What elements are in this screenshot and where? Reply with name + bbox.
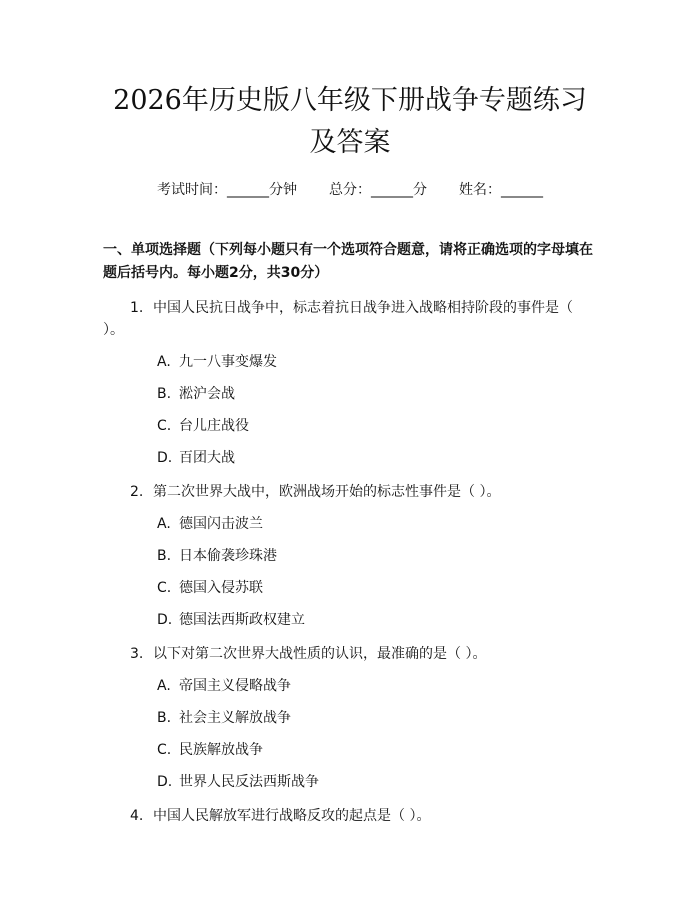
option-text: 世界人民反法西斯战争 xyxy=(179,774,319,790)
exam-meta xyxy=(103,180,597,200)
option-text: 社会主义解放战争 xyxy=(179,710,291,726)
option-text: 九一八事变爆发 xyxy=(179,354,277,370)
question-text: 第二次世界大战中，欧洲战场开始的标志性事件是（ ）。 xyxy=(153,484,501,500)
question-text: 中国人民抗日战争中，标志着抗日战争进入战略相持阶段的事件是（ ）。 xyxy=(103,300,573,338)
option-letter: D. xyxy=(157,612,173,628)
option-letter: A. xyxy=(157,516,171,532)
option-list xyxy=(103,675,597,793)
answer-option xyxy=(103,351,597,373)
question-number: 4. xyxy=(130,808,144,824)
option-letter: B. xyxy=(157,548,172,564)
option-list xyxy=(103,513,597,631)
answer-option xyxy=(103,383,597,405)
question-stem xyxy=(103,297,597,341)
option-letter: C. xyxy=(157,418,172,434)
answer-option xyxy=(103,707,597,729)
question-number: 3. xyxy=(130,646,144,662)
option-letter: D. xyxy=(157,774,173,790)
option-text: 德国法西斯政权建立 xyxy=(179,612,305,628)
option-text: 德国入侵苏联 xyxy=(179,580,263,596)
option-letter: B. xyxy=(157,710,172,726)
question-number: 2. xyxy=(130,484,144,500)
answer-option xyxy=(103,545,597,567)
question-stem xyxy=(103,805,597,827)
question-block xyxy=(103,481,597,631)
option-letter: B. xyxy=(157,386,172,402)
answer-option xyxy=(103,739,597,761)
question-stem xyxy=(103,643,597,665)
question-block xyxy=(103,643,597,793)
option-text: 德国闪击波兰 xyxy=(179,516,263,532)
answer-option xyxy=(103,447,597,469)
answer-option xyxy=(103,771,597,793)
option-text: 百团大战 xyxy=(179,450,235,466)
option-letter: A. xyxy=(157,354,171,370)
question-stem xyxy=(103,481,597,503)
answer-option xyxy=(103,415,597,437)
answer-option xyxy=(103,675,597,697)
student-name-field: 姓名：______ xyxy=(459,182,543,198)
question-text: 中国人民解放军进行战略反攻的起点是（ ）。 xyxy=(153,808,431,824)
exam-time-field: 考试时间：______分钟 xyxy=(157,182,297,198)
option-letter: C. xyxy=(157,742,172,758)
answer-option xyxy=(103,577,597,599)
option-letter: A. xyxy=(157,678,171,694)
section-heading: 一、单项选择题（下列每小题只有一个选项符合题意，请将正确选项的字母填在题后括号内。每小题2分，共30分） xyxy=(103,242,593,281)
option-list xyxy=(103,351,597,469)
question-list xyxy=(103,297,597,827)
option-text: 台儿庄战役 xyxy=(179,418,249,434)
option-letter: C. xyxy=(157,580,172,596)
question-block xyxy=(103,805,597,827)
answer-option xyxy=(103,609,597,631)
question-number: 1. xyxy=(130,300,144,316)
option-letter: D. xyxy=(157,450,173,466)
answer-option xyxy=(103,513,597,535)
option-text: 淞沪会战 xyxy=(179,386,235,402)
page-title: 2026年历史版八年级下册战争专题练习及答案 xyxy=(113,85,587,158)
question-block xyxy=(103,297,597,469)
total-score-field: 总分：______分 xyxy=(329,182,427,198)
option-text: 民族解放战争 xyxy=(179,742,263,758)
option-text: 日本偷袭珍珠港 xyxy=(179,548,277,564)
question-text: 以下对第二次世界大战性质的认识，最准确的是（ ）。 xyxy=(153,646,487,662)
option-text: 帝国主义侵略战争 xyxy=(179,678,291,694)
